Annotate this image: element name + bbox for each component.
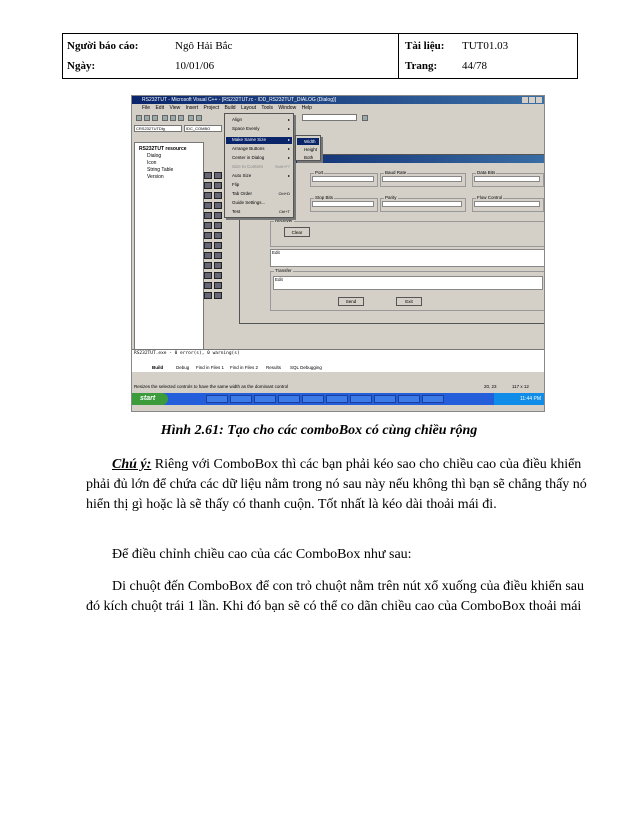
- redo-icon[interactable]: [196, 115, 202, 121]
- menu-item-make-same-size[interactable]: Make Same Size: [232, 137, 267, 142]
- menu-item-align[interactable]: Align: [232, 117, 243, 122]
- class-combo[interactable]: CRS232TUTDlg: [134, 125, 182, 132]
- tab-build[interactable]: Build: [152, 365, 164, 370]
- new-icon[interactable]: [136, 115, 142, 121]
- status-size: 117 x 12: [512, 384, 529, 389]
- progress-icon[interactable]: [214, 232, 222, 239]
- menu-item-test[interactable]: Test: [232, 209, 241, 214]
- menu-edit[interactable]: Edit: [155, 105, 165, 111]
- combo-port[interactable]: [312, 176, 374, 182]
- menu-tools[interactable]: Tools: [261, 105, 273, 111]
- combo-baud-rate[interactable]: [382, 176, 462, 182]
- picture-icon[interactable]: [214, 172, 222, 179]
- instruction-paragraph-1: Để điều chỉnh chiều cao của các ComboBox như sau:: [112, 547, 412, 562]
- menu-layout[interactable]: Layout: [240, 105, 256, 111]
- tab-control-icon[interactable]: [204, 262, 212, 269]
- taskbar-item[interactable]: [230, 395, 252, 403]
- tree-item-version[interactable]: Version: [147, 174, 164, 180]
- cut-icon[interactable]: [162, 115, 168, 121]
- listbox-icon[interactable]: [214, 212, 222, 219]
- menu-build[interactable]: Build: [224, 105, 236, 111]
- menu-item-auto-size[interactable]: Auto Size: [232, 173, 252, 178]
- transfer-edit[interactable]: Edit: [273, 276, 543, 290]
- undo-icon[interactable]: [188, 115, 194, 121]
- taskbar-item[interactable]: [398, 395, 420, 403]
- status-position: 20, 23: [484, 384, 497, 389]
- date-label: Ngày:: [67, 60, 96, 72]
- figure-caption: Hình 2.61: Tạo cho các comboBox có cùng chiều rộng: [160, 423, 478, 438]
- standard-toolbar: [132, 113, 544, 123]
- tree-item-string-table[interactable]: String Table: [147, 167, 174, 173]
- shortcut-label: Ctrl+T: [279, 209, 290, 214]
- chevron-right-icon: ▸: [287, 117, 290, 122]
- submenu-item-both[interactable]: Both: [304, 155, 314, 160]
- menu-item-space-evenly[interactable]: Space Evenly: [232, 126, 260, 131]
- submenu-item-height[interactable]: Height: [304, 147, 318, 152]
- reporter-label: Người báo cáo:: [67, 40, 139, 52]
- taskbar: [132, 393, 544, 405]
- menu-file[interactable]: File: [142, 105, 151, 111]
- hscroll-icon[interactable]: [204, 222, 212, 229]
- save-icon[interactable]: [152, 115, 158, 121]
- chevron-right-icon: ▸: [287, 137, 290, 142]
- make-same-size-submenu: [295, 135, 321, 161]
- group-baud-rate[interactable]: Baud Rate: [380, 173, 466, 187]
- output-tabs: [132, 364, 544, 372]
- window-title: RS232TUT - Microsoft Visual C++ - [RS232TUT.rc - IDD_RS232TUT_DIALOG (Dialog)]: [142, 97, 337, 103]
- checkbox-icon[interactable]: [204, 202, 212, 209]
- id-combo[interactable]: IDC_COMBO: [184, 125, 222, 132]
- instruction-paragraph-2: Di chuột đến ComboBox để con trỏ chuột nằm trên nút xổ xuống của điều khiển sau đó kích chuột trái 1 lần. Khi đó bạn sẽ có thể co dãn chiều cao của ComboBox thoải mái: [86, 579, 585, 614]
- minimize-icon[interactable]: [522, 97, 528, 103]
- tab-find-in-files-2[interactable]: Find in Files 2: [230, 365, 259, 370]
- shortcut-label: Shift+F7: [274, 164, 290, 169]
- group-receiver[interactable]: Receiver: [270, 221, 545, 247]
- combo-parity[interactable]: [382, 201, 462, 207]
- document-header: [62, 33, 578, 79]
- doc-value: TUT01.03: [462, 40, 509, 52]
- chevron-right-icon: ▸: [287, 146, 290, 151]
- vscroll-icon[interactable]: [214, 222, 222, 229]
- note-text: Riêng với ComboBox thì các bạn phải kéo sao cho chiều cao của điều khiển phải đủ lớn để chứa các dữ liệu nằm trong nó sau này nếu không thì bạn sẽ chẳng thấy nó hiển thị gì hoặc là sẽ thấy có thanh cuộn. Tốt nhất là kéo dài thoải mái đi.: [86, 457, 587, 512]
- output-text: RS232TUT.exe - 0 error(s), 0 warning(s): [134, 351, 240, 356]
- page-value: 44/78: [462, 60, 488, 72]
- note-label: Chú ý:: [112, 457, 152, 472]
- find-combo[interactable]: [302, 114, 357, 121]
- menu-item-center-in-dialog[interactable]: Center in Dialog: [232, 155, 265, 160]
- tree-root[interactable]: RS232TUT resource: [139, 146, 187, 152]
- taskbar-item[interactable]: [254, 395, 276, 403]
- combo-data-bits[interactable]: [474, 176, 540, 182]
- chevron-right-icon: ▸: [287, 155, 290, 160]
- tray-clock: 11:44 PM: [519, 396, 541, 402]
- taskbar-item[interactable]: [206, 395, 228, 403]
- tab-debug[interactable]: Debug: [176, 365, 190, 370]
- group-data-bits[interactable]: Data Bits: [472, 173, 544, 187]
- resource-tree: [134, 142, 204, 350]
- button-icon[interactable]: [214, 192, 222, 199]
- combobox-icon[interactable]: [204, 212, 212, 219]
- group-box-icon[interactable]: [204, 192, 212, 199]
- system-tray: [494, 393, 544, 405]
- taskbar-item[interactable]: [422, 395, 444, 403]
- menu-project[interactable]: Project: [203, 105, 220, 111]
- page-label: Trang:: [405, 60, 438, 72]
- combo-stop-bits[interactable]: [312, 201, 374, 207]
- find-icon[interactable]: [362, 115, 368, 121]
- rich-edit-icon[interactable]: [204, 272, 212, 279]
- menu-window[interactable]: Window: [278, 105, 297, 111]
- menu-item-guide-settings[interactable]: Guide Settings...: [232, 200, 266, 205]
- vc-screenshot: [131, 95, 545, 412]
- radio-icon[interactable]: [214, 202, 222, 209]
- reporter-value: Ngô Hải Bắc: [175, 40, 233, 52]
- slider-icon[interactable]: [204, 242, 212, 249]
- custom-control-icon[interactable]: [204, 292, 212, 299]
- tab-find-in-files-1[interactable]: Find in Files 1: [196, 365, 225, 370]
- tab-results[interactable]: Results: [266, 365, 282, 370]
- taskbar-item[interactable]: [302, 395, 324, 403]
- group-parity[interactable]: Parity: [380, 198, 466, 212]
- taskbar-item[interactable]: [374, 395, 396, 403]
- tree-item-icon[interactable]: Icon: [147, 160, 157, 166]
- calendar-icon[interactable]: [204, 282, 212, 289]
- static-text-icon[interactable]: [204, 182, 212, 189]
- window-titlebar: [132, 96, 544, 104]
- taskbar-item[interactable]: [350, 395, 372, 403]
- clear-button[interactable]: Clear: [284, 227, 310, 237]
- menu-item-flip[interactable]: Flip: [232, 182, 240, 187]
- group-flow-control[interactable]: Flow Control: [472, 198, 544, 212]
- tree-item-dialog[interactable]: Dialog: [147, 153, 162, 159]
- tree-control-icon[interactable]: [214, 252, 222, 259]
- menu-item-size-to-content[interactable]: Size to Content: [232, 164, 263, 169]
- chevron-right-icon: ▸: [287, 173, 290, 178]
- status-bar: [132, 383, 544, 391]
- date-value: 10/01/06: [175, 60, 215, 72]
- hotkey-icon[interactable]: [214, 242, 222, 249]
- maximize-icon[interactable]: [529, 97, 535, 103]
- combo-flow-control[interactable]: [474, 201, 540, 207]
- doc-label: Tài liệu:: [405, 40, 445, 52]
- menu-item-arrange-buttons[interactable]: Arrange Buttons: [232, 146, 265, 151]
- paste-icon[interactable]: [178, 115, 184, 121]
- status-text: Resizes the selected controls to have the same width as the dominant control: [134, 384, 289, 389]
- header-divider: [398, 34, 399, 78]
- extended-combo-icon[interactable]: [214, 292, 222, 299]
- open-icon[interactable]: [144, 115, 150, 121]
- list-control-icon[interactable]: [204, 252, 212, 259]
- group-stop-bits[interactable]: Stop Bits: [310, 198, 378, 212]
- taskbar-item[interactable]: [278, 395, 300, 403]
- layout-menu: [224, 113, 294, 218]
- animate-icon[interactable]: [214, 262, 222, 269]
- group-transfer[interactable]: Transfer: [270, 271, 545, 311]
- shortcut-label: Ctrl+D: [278, 191, 290, 196]
- menu-view[interactable]: View: [169, 105, 181, 111]
- date-picker-icon[interactable]: [214, 272, 222, 279]
- chevron-right-icon: ▸: [287, 126, 290, 131]
- receiver-edit[interactable]: Edit: [270, 249, 545, 267]
- menu-insert[interactable]: Insert: [185, 105, 199, 111]
- menu-item-tab-order[interactable]: Tab Order: [232, 191, 253, 196]
- edit-box-icon[interactable]: [214, 182, 222, 189]
- submenu-item-width[interactable]: Width: [304, 139, 316, 144]
- pointer-icon[interactable]: [204, 172, 212, 179]
- menu-help[interactable]: Help: [301, 105, 312, 111]
- exit-button[interactable]: Exit: [396, 297, 422, 306]
- copy-icon[interactable]: [170, 115, 176, 121]
- tab-sql-debugging[interactable]: SQL Debugging: [290, 365, 322, 370]
- menubar: [132, 104, 544, 112]
- wizard-toolbar: [132, 124, 544, 134]
- note-paragraph: [86, 455, 591, 515]
- ip-address-icon[interactable]: [214, 282, 222, 289]
- spin-icon[interactable]: [204, 232, 212, 239]
- close-icon[interactable]: [536, 97, 542, 103]
- send-button[interactable]: Send: [338, 297, 364, 306]
- group-port[interactable]: Port: [310, 173, 378, 187]
- taskbar-item[interactable]: [326, 395, 348, 403]
- start-button[interactable]: start: [132, 393, 168, 405]
